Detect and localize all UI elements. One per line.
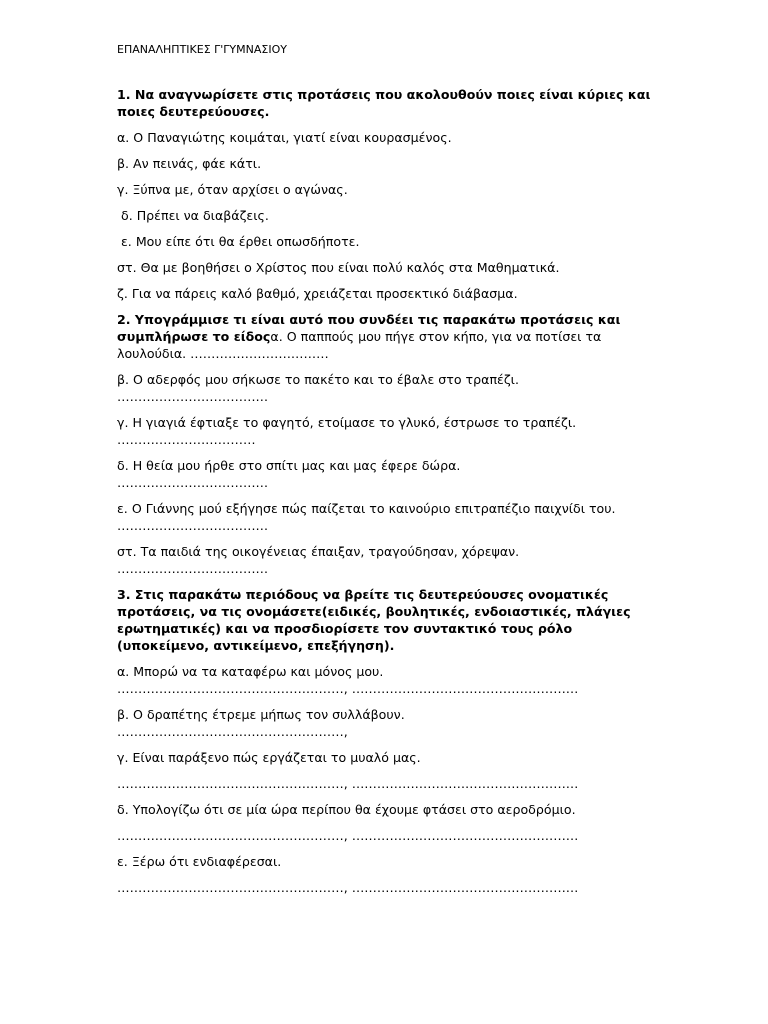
document-body: [117, 86, 652, 896]
q3-item-a-blank: ………………………………………………, ………………………………………………: [117, 681, 579, 696]
q1-item-b: β. Αν πεινάς, φάε κάτι.: [117, 156, 262, 171]
q3-title: 3. Στις παρακάτω περιόδους να βρείτε τις δευτερεύουσες ονοματικές προτάσεις, να τις ονομάσετε(ειδικές, βουλητικές, ενδοιαστικές, πλάγιες ερωτηματικές) και να προσδιορίσετε τον συντακτικό τους ρόλο (υποκείμενο, αντικείμενο, επεξήγηση).: [117, 587, 631, 653]
q2-item-st: στ. Τα παιδιά της οικογένειας έπαιξαν, τραγούδησαν, χόρεψαν.: [117, 544, 520, 559]
q2-item-st-blank: ………………………………: [117, 561, 269, 576]
q2-item-e: ε. Ο Γιάννης μού εξήγησε πώς παίζεται το καινούριο επιτραπέζιο παιχνίδι του. ………………………………: [117, 501, 616, 533]
q3-item-c: γ. Είναι παράξενο πώς εργάζεται το μυαλό μας.: [117, 750, 421, 765]
q2-title-block: [117, 311, 652, 362]
document-header: ΕΠΑΝΑΛΗΠΤΙΚΕΣ Γ'ΓΥΜΝΑΣΙΟΥ: [117, 43, 287, 56]
q1-title: 1. Να αναγνωρίσετε στις προτάσεις που ακολουθούν ποιες είναι κύριες και ποιες δευτερεύουσες.: [117, 87, 651, 119]
q2-item-d: δ. Η θεία μου ήρθε στο σπίτι μας και μας έφερε δώρα.: [117, 458, 461, 473]
q2-item-c: γ. Η γιαγιά έφτιαξε το φαγητό, ετοίμασε το γλυκό, έστρωσε το τραπέζι.: [117, 415, 577, 430]
q2-item-d-blank: ………………………………: [117, 475, 269, 490]
q1-item-st: στ. Θα με βοηθήσει ο Χρίστος που είναι πολύ καλός στα Μαθηματικά.: [117, 260, 560, 275]
q2-title: 2. Υπογράμμισε τι είναι αυτό που συνδέει τις παρακάτω προτάσεις και συμπλήρωσε το είδος: [117, 312, 621, 344]
q1-item-a: α. Ο Παναγιώτης κοιμάται, γιατί είναι κουρασμένος.: [117, 130, 452, 145]
q1-item-z: ζ. Για να πάρεις καλό βαθμό, χρειάζεται προσεκτικό διάβασμα.: [117, 286, 518, 301]
q3-item-c-blank: ………………………………………………, ………………………………………………: [117, 776, 579, 791]
q1-item-c: γ. Ξύπνα με, όταν αρχίσει ο αγώνας.: [117, 182, 348, 197]
q3-item-e-blank: ………………………………………………, ………………………………………………: [117, 880, 579, 895]
q2-item-a: α. Ο παππούς μου πήγε στον κήπο, για να ποτίσει τα λουλούδια. ……………………………: [117, 329, 602, 361]
q1-item-d: δ. Πρέπει να διαβάζεις.: [117, 208, 269, 223]
q2-item-b: β. Ο αδερφός μου σήκωσε το πακέτο και το έβαλε στο τραπέζι.: [117, 372, 519, 387]
q3-item-d: δ. Υπολογίζω ότι σε μία ώρα περίπου θα έχουμε φτάσει στο αεροδρόμιο.: [117, 802, 576, 817]
q3-item-b-blank: ………………………………………………,: [117, 724, 348, 739]
q3-item-d-blank: ………………………………………………, ………………………………………………: [117, 828, 579, 843]
q3-item-e: ε. Ξέρω ότι ενδιαφέρεσαι.: [117, 854, 282, 869]
q1-item-e: ε. Μου είπε ότι θα έρθει οπωσδήποτε.: [117, 234, 360, 249]
q3-item-a: α. Μπορώ να τα καταφέρω και μόνος μου.: [117, 664, 384, 679]
q3-item-b: β. Ο δραπέτης έτρεμε μήπως τον συλλάβουν.: [117, 707, 405, 722]
q2-item-c-blank: ……………………………: [117, 432, 256, 447]
q2-item-b-blank: ………………………………: [117, 389, 269, 404]
